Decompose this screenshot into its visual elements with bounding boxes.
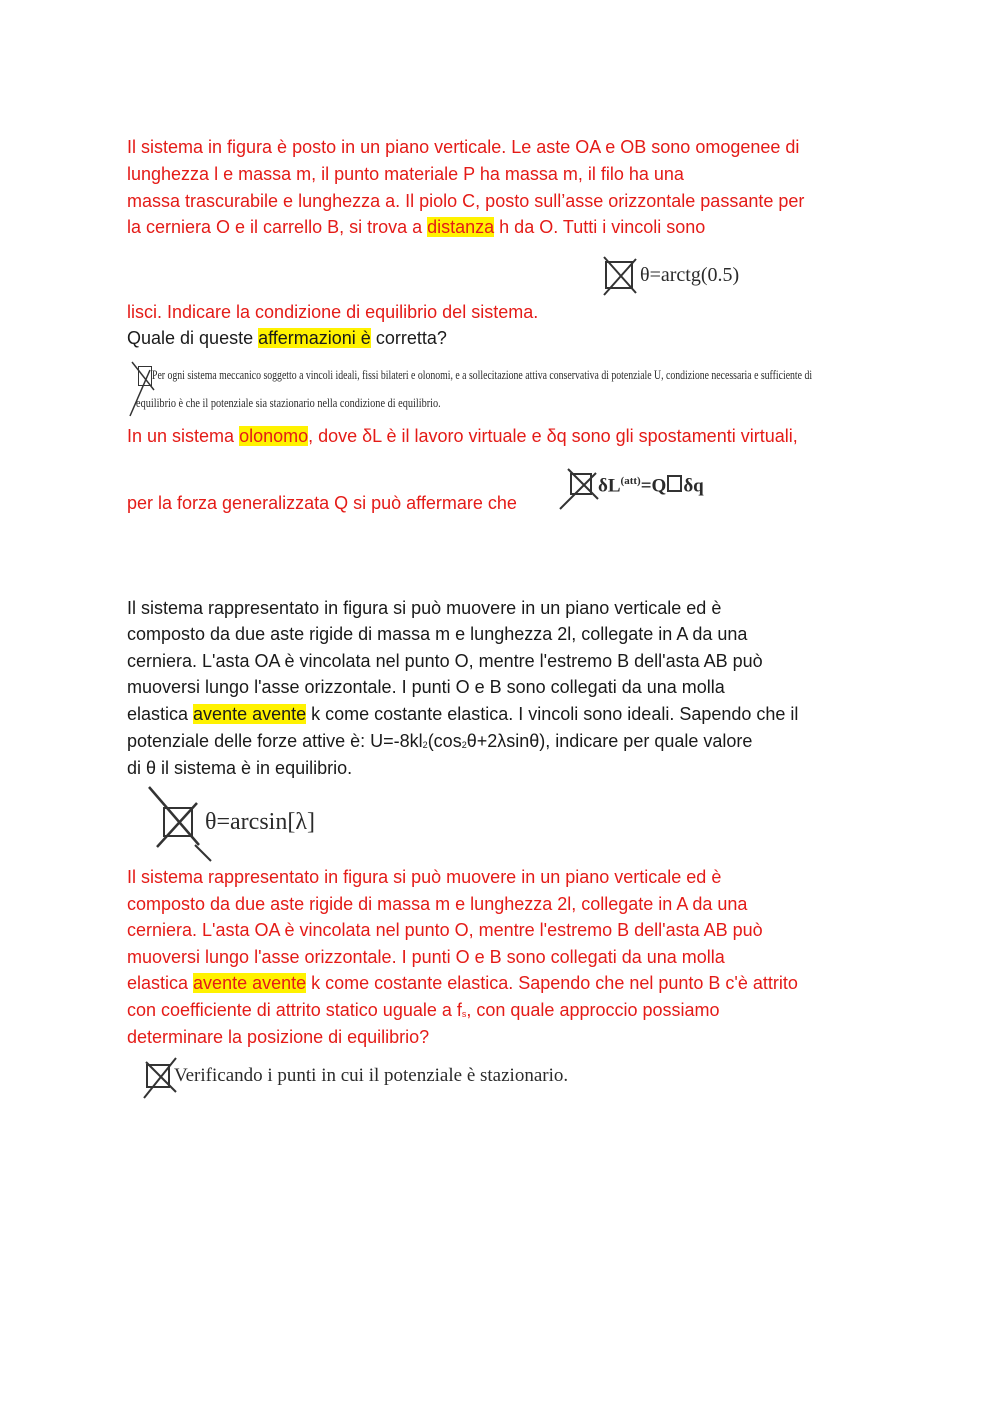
q5-answer-text: Verificando i punti in cui il potenziale è stazionario. bbox=[174, 1065, 569, 1086]
q4-line-6-sub-1: 2 bbox=[422, 740, 428, 750]
q5-line-3: cerniera. L'asta OA è vincolata nel punto O, mentre l'estremo B dell'asta AB può bbox=[127, 920, 763, 940]
q4-line-6b: (cos bbox=[427, 731, 462, 751]
q4-line-1: Il sistema rappresentato in figura si può muovere in un piano verticale ed è bbox=[127, 598, 722, 618]
q1-answer-image bbox=[602, 255, 777, 300]
q3-small-box-icon bbox=[667, 475, 682, 492]
q4-line-5b: k come costante elastica. I vincoli sono ideali. Sapendo che il bbox=[306, 704, 799, 724]
q4-answer-image bbox=[145, 785, 365, 863]
q4-line-3: cerniera. L'asta OA è vincolata nel punto O, mentre l'estremo B dell'asta AB può bbox=[127, 651, 763, 671]
q1-line-4a: la cerniera O e il carrello B, si trova a bbox=[127, 217, 428, 237]
q5-line-5 bbox=[127, 971, 798, 995]
q5-line-6a: con coefficiente di attrito statico uguale a f bbox=[127, 1000, 462, 1020]
q1-line-4 bbox=[127, 215, 705, 239]
q5-line-6-sub: s bbox=[461, 1009, 467, 1019]
q2-answer-image bbox=[128, 360, 933, 418]
q5-line-6b: , con quale approccio possiamo bbox=[466, 1000, 720, 1020]
q1-line-3: massa trascurabile e lunghezza a. Il piolo C, posto sull’asse orizzontale passante per bbox=[127, 191, 805, 211]
q3-line-1a: In un sistema bbox=[127, 426, 240, 446]
q4-line-6c: θ+2λsinθ), indicare per quale valore bbox=[466, 731, 753, 751]
q2-answer-line-2: equilibrio è che il potenziale sia stazionario nella condizione di equilibrio. bbox=[136, 396, 441, 410]
q3-answer-dl: δL bbox=[598, 475, 621, 497]
cross-mark-icon bbox=[145, 785, 205, 863]
q1-answer-text: θ=arctg(0.5) bbox=[640, 264, 740, 286]
q3-answer-dq: δq bbox=[683, 475, 704, 497]
q5-line-5a: elastica bbox=[127, 973, 194, 993]
q4-line-6 bbox=[127, 729, 752, 757]
highlight-avente: avente avente bbox=[193, 704, 307, 724]
q3-answer-text bbox=[598, 475, 704, 497]
q3-line-2: per la forza generalizzata Q si può affermare che bbox=[127, 493, 517, 513]
q4-line-6-sub-2: 2 bbox=[461, 740, 467, 750]
q5-line-7: determinare la posizione di equilibrio? bbox=[127, 1027, 430, 1047]
q4-line-2: composto da due aste rigide di massa m e lunghezza 2l, collegate in A da una bbox=[127, 624, 748, 644]
q1-line-5: lisci. Indicare la condizione di equilibrio del sistema. bbox=[127, 302, 539, 322]
q3-answer-sup: (att) bbox=[620, 475, 641, 487]
q4-line-4: muoversi lungo l'asse orizzontale. I punti O e B sono collegati da una molla bbox=[127, 677, 725, 697]
q5-line-1: Il sistema rappresentato in figura si può muovere in un piano verticale ed è bbox=[127, 867, 722, 887]
q5-answer-image bbox=[140, 1052, 615, 1102]
q5-line-6 bbox=[127, 998, 720, 1026]
highlight-avente: avente avente bbox=[193, 973, 307, 993]
q3-line-1 bbox=[127, 424, 798, 448]
q5-line-2: composto da due aste rigide di massa m e lunghezza 2l, collegate in A da una bbox=[127, 894, 748, 914]
q4-line-6a: potenziale delle forze attive è: U=-8kl bbox=[127, 731, 423, 751]
q2-prompt-a: Quale di queste bbox=[127, 328, 259, 348]
q2-prompt bbox=[127, 326, 447, 350]
q3-answer-image bbox=[558, 465, 723, 513]
q4-line-5 bbox=[127, 702, 798, 726]
q1-line-1: Il sistema in figura è posto in un piano verticale. Le aste OA e OB sono omogenee di bbox=[127, 137, 800, 157]
highlight-distanza: distanza bbox=[427, 217, 495, 237]
q4-answer-text: θ=arcsin[λ] bbox=[205, 809, 315, 835]
q1-line-2: lunghezza l e massa m, il punto materiale P ha massa m, il filo ha una bbox=[127, 164, 684, 184]
q1-line-4b: h da O. Tutti i vincoli sono bbox=[494, 217, 706, 237]
q5-line-4: muoversi lungo l'asse orizzontale. I punti O e B sono collegati da una molla bbox=[127, 947, 725, 967]
q2-answer-line-1: Per ogni sistema meccanico soggetto a vincoli ideali, fissi bilateri e olonomi, e a sollecitazione attiva conservativa di potenziale U, condizione necessaria e sufficiente di bbox=[152, 368, 813, 382]
cross-mark-icon bbox=[602, 255, 642, 300]
cross-mark-icon bbox=[558, 465, 603, 513]
q4-line-7: di θ il sistema è in equilibrio. bbox=[127, 758, 353, 778]
highlight-affermazioni: affermazioni è bbox=[258, 328, 371, 348]
q5-line-5b: k come costante elastica. Sapendo che nel punto B c'è attrito bbox=[306, 973, 798, 993]
q3-line-1b: , dove δL è il lavoro virtuale e δq sono gli spostamenti virtuali, bbox=[308, 426, 798, 446]
q3-answer-eq: =Q bbox=[640, 475, 667, 497]
q2-prompt-b: corretta? bbox=[370, 328, 447, 348]
q4-line-5a: elastica bbox=[127, 704, 194, 724]
highlight-olonomo: olonomo bbox=[239, 426, 309, 446]
